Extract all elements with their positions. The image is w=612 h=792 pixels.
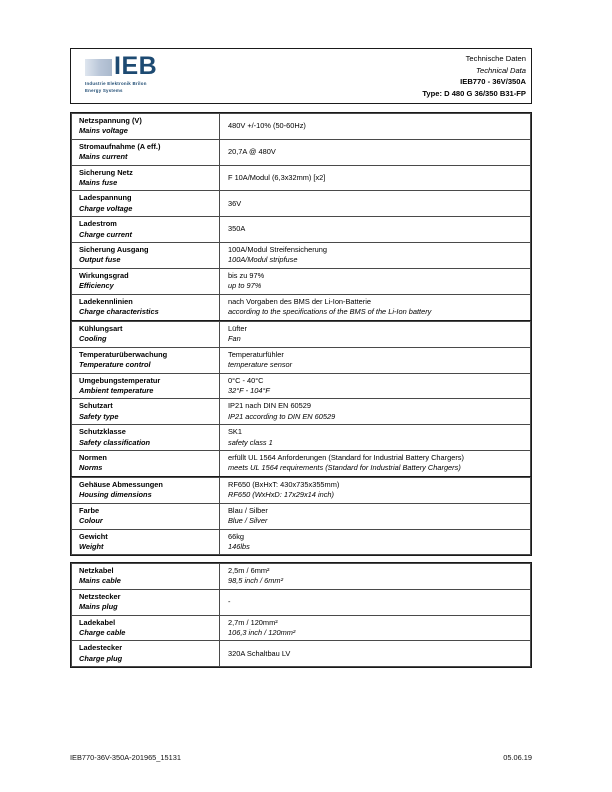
header-title-de: Technische Daten: [465, 54, 526, 63]
spec-label-en: Ambient temperature: [79, 386, 154, 396]
spec-label-cell: [72, 503, 220, 529]
spec-value-de: 480V +/-10% (50-60Hz): [228, 121, 306, 131]
spec-value-en: RF650 (WxHxD: 17x29x14 inch): [228, 490, 334, 500]
spec-label-cell: [72, 243, 220, 269]
spec-label-de: Netzstecker: [79, 591, 121, 601]
spec-value-cell: [220, 641, 531, 667]
spec-value-de: 0°C - 40°C: [228, 375, 264, 385]
spec-label-cell: [72, 641, 220, 667]
table-row: [72, 217, 531, 243]
document-footer: [70, 753, 532, 762]
spec-label-de: Ladespannung: [79, 193, 132, 203]
spec-table-group-housing: [70, 476, 532, 556]
document-header: [70, 48, 532, 104]
spec-value-de: F 10A/Modul (6,3x32mm) [x2]: [228, 172, 326, 182]
spec-value-de: SK1: [228, 427, 242, 437]
spec-value-cell: [220, 529, 531, 555]
spec-value-de: bis zu 97%: [228, 270, 265, 280]
spec-label-de: Sicherung Netz: [79, 167, 133, 177]
spec-label-de: Normen: [79, 453, 107, 463]
spec-value-de: -: [228, 597, 231, 607]
spec-label-cell: [72, 399, 220, 425]
spec-value-cell: [220, 451, 531, 477]
spec-label-de: Schutzart: [79, 401, 113, 411]
spec-label-de: Netzspannung (V): [79, 116, 142, 125]
spec-label-en: Colour: [79, 516, 103, 526]
spec-value-de: IP21 nach DIN EN 60529: [228, 401, 311, 411]
spec-label-en: Charge plug: [79, 653, 123, 663]
spec-label-cell: [72, 217, 220, 243]
spec-value-de: Blau / Silber: [228, 505, 268, 515]
table-row: [72, 425, 531, 451]
table-row: [72, 373, 531, 399]
spec-value-cell: [220, 478, 531, 504]
header-model: IEB770 - 36V/350A: [460, 77, 526, 87]
spec-value-cell: [220, 399, 531, 425]
table-row: [72, 139, 531, 165]
spec-label-cell: [72, 347, 220, 373]
table-row: [72, 399, 531, 425]
table-row: [72, 615, 531, 641]
spec-label-cell: [72, 529, 220, 555]
spec-label-en: Temperature control: [79, 360, 151, 370]
spec-label-en: Safety type: [79, 411, 119, 421]
spec-value-cell: [220, 217, 531, 243]
spec-value-en: 32°F - 104°F: [228, 386, 270, 396]
spec-table-group-electrical: [70, 112, 532, 322]
spec-label-en: Cooling: [79, 334, 107, 344]
spec-label-en: Mains plug: [79, 602, 118, 612]
logo-tagline-line1: Industrie Elektronik Brilon: [85, 81, 147, 86]
spec-value-cell: [220, 139, 531, 165]
spec-value-en: 98,5 inch / 6mm²: [228, 576, 284, 586]
spec-value-cell: [220, 322, 531, 348]
logo-tagline-line2: Energy Systems: [85, 87, 123, 93]
spec-value-de: RF650 (BxHxT: 430x735x355mm): [228, 480, 340, 489]
spec-label-de: Ladestecker: [79, 643, 123, 653]
logo-mark: [85, 52, 271, 80]
spec-value-de: 36V: [228, 198, 242, 208]
spec-label-en: Housing dimensions: [79, 490, 152, 500]
header-title-block: [271, 49, 531, 103]
spec-value-en: according to the specifications of the BMS of the Li-Ion battery: [228, 307, 432, 317]
spec-label-de: Temperaturüberwachung: [79, 349, 168, 359]
spec-label-de: Wirkungsgrad: [79, 270, 129, 280]
table-row: [72, 478, 531, 504]
table-row: [72, 641, 531, 667]
table-row: [72, 451, 531, 477]
spec-value-de: 66kg: [228, 531, 245, 541]
spec-label-en: Efficiency: [79, 281, 114, 291]
spec-label-en: Charge current: [79, 229, 132, 239]
spec-value-cell: [220, 114, 531, 140]
spec-label-de: Gehäuse Abmessungen: [79, 480, 163, 489]
spec-value-de: 100A/Modul Streifensicherung: [228, 245, 328, 255]
spec-label-en: Weight: [79, 542, 104, 552]
spec-label-de: Kühlungsart: [79, 324, 123, 333]
spec-label-cell: [72, 268, 220, 294]
spec-value-de: Temperaturfühler: [228, 349, 284, 359]
spec-label-cell: [72, 191, 220, 217]
spec-label-cell: [72, 165, 220, 191]
spec-value-cell: [220, 589, 531, 615]
spec-value-cell: [220, 165, 531, 191]
spec-value-cell: [220, 268, 531, 294]
table-row: [72, 165, 531, 191]
spec-label-en: Charge characteristics: [79, 307, 159, 317]
spec-label-en: Mains fuse: [79, 178, 118, 188]
footer-document-id: IEB770-36V-350A-201965_15131: [70, 753, 181, 762]
spec-value-cell: [220, 191, 531, 217]
spec-label-cell: [72, 615, 220, 641]
table-row: [72, 322, 531, 348]
logo-bar-icon: [85, 59, 112, 76]
spec-label-de: Schutzklasse: [79, 427, 126, 437]
spec-value-de: 350A: [228, 224, 246, 234]
table-row: [72, 268, 531, 294]
spec-label-de: Umgebungstemperatur: [79, 375, 161, 385]
spec-label-cell: [72, 564, 220, 590]
spec-label-cell: [72, 294, 220, 320]
spec-label-en: Mains current: [79, 152, 128, 162]
spec-label-de: Stromaufnahme (A eff.): [79, 141, 161, 151]
spec-value-cell: [220, 373, 531, 399]
spec-label-en: Mains voltage: [79, 126, 128, 136]
spec-value-cell: [220, 564, 531, 590]
spec-value-cell: [220, 425, 531, 451]
spec-value-en: up to 97%: [228, 281, 262, 291]
logo-tagline: [85, 81, 271, 94]
spec-value-de: 2,5m / 6mm²: [228, 566, 270, 575]
spec-value-de: 320A Schaltbau LV: [228, 648, 291, 658]
spec-value-en: IP21 according to DIN EN 60529: [228, 411, 336, 421]
header-title-en: Technical Data: [476, 65, 526, 75]
spec-label-de: Sicherung Ausgang: [79, 245, 149, 255]
spec-label-en: Safety classification: [79, 437, 151, 447]
spec-value-en: 100A/Modul stripfuse: [228, 255, 298, 265]
spec-label-en: Output fuse: [79, 255, 121, 265]
spec-value-de: erfüllt UL 1564 Anforderungen (Standard for Industrial Battery Chargers): [228, 453, 464, 463]
spec-value-en: Blue / Silver: [228, 516, 268, 526]
table-row: [72, 243, 531, 269]
table-row: [72, 294, 531, 320]
spec-value-cell: [220, 347, 531, 373]
table-row: [72, 589, 531, 615]
header-type: Type: D 480 G 36/350 B31-FP: [422, 88, 526, 98]
spec-label-cell: [72, 478, 220, 504]
spec-label-de: Gewicht: [79, 531, 108, 541]
spec-label-de: Ladekennlinien: [79, 296, 133, 306]
spec-value-cell: [220, 503, 531, 529]
spec-value-en: temperature sensor: [228, 360, 293, 370]
spec-value-cell: [220, 243, 531, 269]
spec-label-cell: [72, 589, 220, 615]
spec-value-en: 146lbs: [228, 542, 250, 552]
spec-value-cell: [220, 615, 531, 641]
spec-label-en: Charge cable: [79, 628, 126, 638]
spec-label-en: Mains cable: [79, 576, 121, 586]
spec-value-de: 2,7m / 120mm²: [228, 617, 278, 627]
spec-value-cell: [220, 294, 531, 320]
spec-value-en: 106,3 inch / 120mm²: [228, 628, 296, 638]
spec-label-cell: [72, 139, 220, 165]
spec-value-de: nach Vorgaben des BMS der Li-Ion-Batterie: [228, 296, 371, 306]
spec-label-en: Charge voltage: [79, 203, 133, 213]
spec-table-group-environment: [70, 320, 532, 478]
spec-label-de: Ladestrom: [79, 219, 117, 229]
spec-value-en: meets UL 1564 requirements (Standard for Industrial Battery Chargers): [228, 463, 461, 473]
table-row: [72, 529, 531, 555]
company-logo: [71, 49, 271, 103]
table-row: [72, 347, 531, 373]
spec-label-cell: [72, 373, 220, 399]
table-row: [72, 503, 531, 529]
spec-label-en: Norms: [79, 463, 103, 473]
spec-value-en: Fan: [228, 334, 241, 344]
table-row: [72, 191, 531, 217]
spec-value-en: safety class 1: [228, 437, 273, 447]
spec-label-cell: [72, 322, 220, 348]
spec-label-de: Ladekabel: [79, 617, 116, 627]
footer-date: 05.06.19: [503, 753, 532, 762]
spec-label-cell: [72, 425, 220, 451]
spec-label-cell: [72, 451, 220, 477]
spec-value-de: 20,7A @ 480V: [228, 147, 276, 157]
spec-label-cell: [72, 114, 220, 140]
logo-letters: IEB: [114, 52, 158, 80]
spec-label-de: Farbe: [79, 505, 100, 515]
spec-label-de: Netzkabel: [79, 566, 114, 575]
spec-table-group-cables: [70, 562, 532, 668]
table-row: [72, 564, 531, 590]
spec-value-de: Lüfter: [228, 324, 247, 333]
table-row: [72, 114, 531, 140]
